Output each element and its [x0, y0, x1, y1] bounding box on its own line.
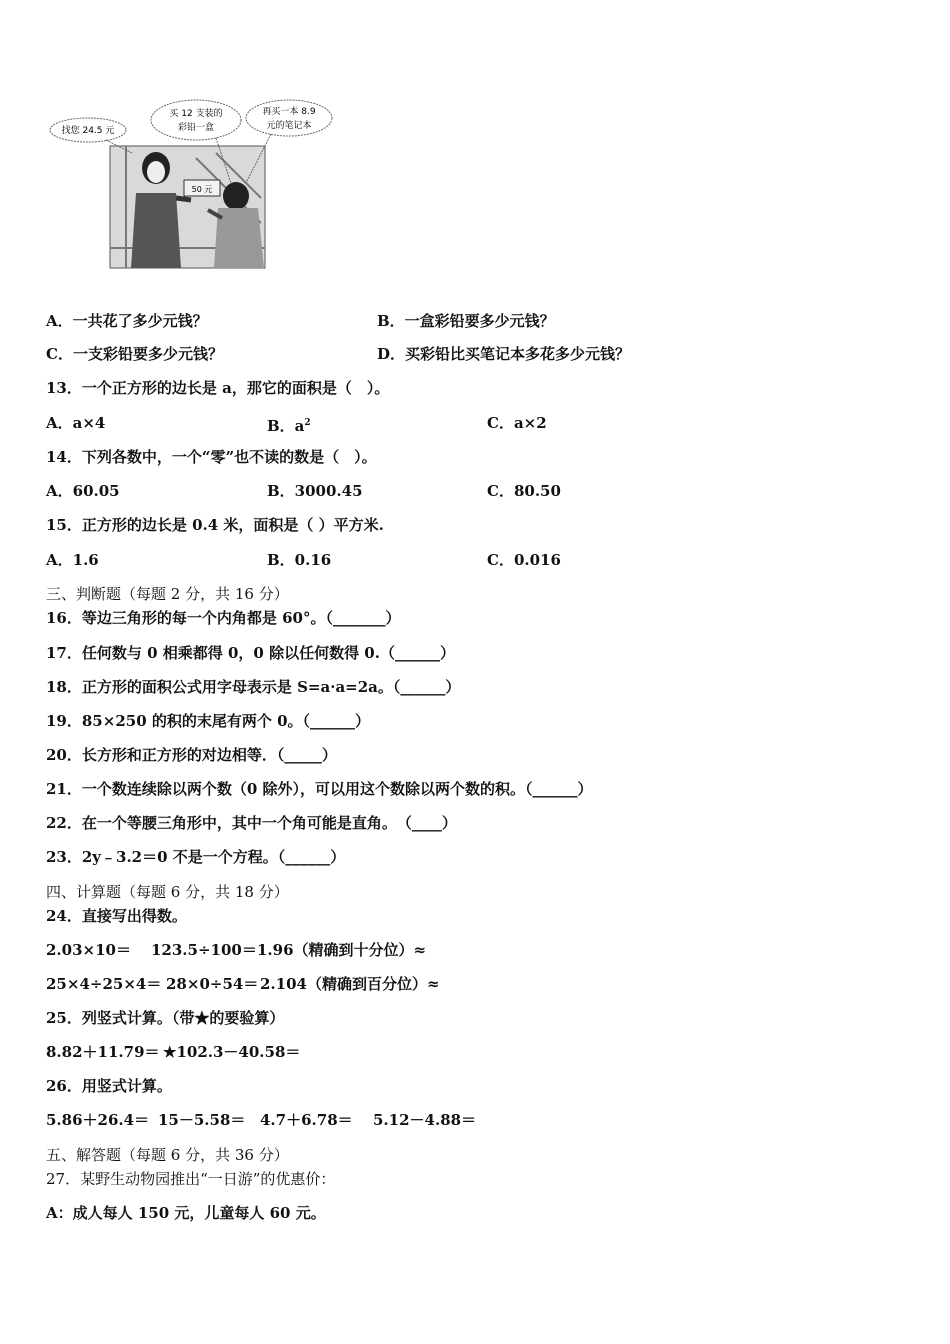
q14-stem: 14．下列各数中，一个“零”也不读的数是（ ）。	[46, 448, 377, 466]
q14-option-a: A．60.05	[46, 482, 120, 500]
q12-option-b: B．一盒彩铅要多少元钱？	[377, 312, 555, 330]
q14-option-c: C．80.50	[487, 482, 561, 500]
section-5-heading: 五、解答题（每题 6 分，共 36 分）	[46, 1146, 289, 1164]
q20: 20．长方形和正方形的对边相等．（_____）	[46, 746, 337, 764]
q12-option-a: A．一共花了多少元钱？	[46, 312, 208, 330]
q12-option-c: C．一支彩铅要多少元钱？	[46, 345, 223, 363]
q25-item: ★102.3－40.58＝	[163, 1043, 301, 1061]
q27-stem: 27．某野生动物园推出“一日游”的优惠价：	[46, 1170, 336, 1188]
q13-option-a: A．a×4	[46, 414, 106, 432]
q24-stem: 24．直接写出得数。	[46, 907, 187, 925]
bubble-notebook-line1: 再买一本 8.9	[262, 107, 316, 117]
q13-option-b	[267, 413, 311, 436]
q21: 21．一个数连续除以两个数（0 除外），可以用这个数除以两个数的积。（______）	[46, 780, 593, 798]
q24-item: 2.104（精确到百分位）≈	[260, 975, 440, 993]
q17: 17．任何数与 0 相乘都得 0，0 除以任何数得 0.（______）	[46, 644, 455, 662]
q13-stem: 13．一个正方形的边长是 a，那它的面积是（ ）。	[46, 379, 390, 397]
q26-item: 15－5.58＝	[158, 1111, 246, 1129]
q15-option-a: A．1.6	[46, 551, 99, 569]
q15-option-c: C．0.016	[487, 551, 561, 569]
q26-item: 4.7＋6.78＝	[260, 1111, 353, 1129]
bubble-pencils-line2: 彩铅一盒	[177, 123, 215, 133]
q24-item: 1.96（精确到十分位）≈	[257, 941, 427, 959]
section-3-heading: 三、判断题（每题 2 分，共 16 分）	[46, 585, 289, 603]
q24-item: 25×4÷25×4＝	[46, 975, 162, 993]
q13-option-b-exponent: 2	[304, 418, 311, 428]
q13-option-b-text: B．a	[267, 417, 305, 435]
q24-item: 2.03×10＝	[46, 941, 131, 959]
q27-option-a: A：成人每人 150 元，儿童每人 60 元。	[46, 1204, 326, 1222]
section-4-heading: 四、计算题（每题 6 分，共 18 分）	[46, 883, 289, 901]
q25-item: 8.82＋11.79＝	[46, 1043, 160, 1061]
q26-stem: 26．用竖式计算。	[46, 1077, 172, 1095]
q26-item: 5.86＋26.4＝	[46, 1111, 150, 1129]
q18: 18．正方形的面积公式用字母表示是 S=a·a=2a。（______）	[46, 678, 461, 696]
shopping-illustration	[46, 98, 346, 273]
q16: 16．等边三角形的每一个内角都是 60°。（_______）	[46, 609, 401, 627]
q15-stem: 15．正方形的边长是 0.4 米，面积是（ ）平方米.	[46, 516, 384, 534]
q25-stem: 25．列竖式计算。（带★的要验算）	[46, 1009, 285, 1027]
q26-item: 5.12－4.88＝	[373, 1111, 477, 1129]
q23: 23．2y﹣3.2＝0 不是一个方程。（______）	[46, 848, 346, 866]
q22: 22．在一个等腰三角形中，其中一个角可能是直角。 （____）	[46, 814, 457, 832]
bubble-change-text: 找您 24.5 元	[61, 126, 115, 136]
q24-item: 123.5÷100＝	[151, 941, 257, 959]
bubble-pencils-line1: 买 12 支装的	[169, 109, 223, 119]
q15-option-b: B．0.16	[267, 551, 332, 569]
q12-option-d: D．买彩铅比买笔记本多花多少元钱？	[377, 345, 631, 363]
q24-item: 28×0÷54＝	[166, 975, 259, 993]
bill-label: 50 元	[191, 185, 213, 194]
q13-option-c: C．a×2	[487, 414, 547, 432]
q19: 19．85×250 的积的末尾有两个 0。（______）	[46, 712, 371, 730]
q14-option-b: B．3000.45	[267, 482, 363, 500]
bubble-notebook-line2: 元的笔记本	[266, 121, 312, 131]
